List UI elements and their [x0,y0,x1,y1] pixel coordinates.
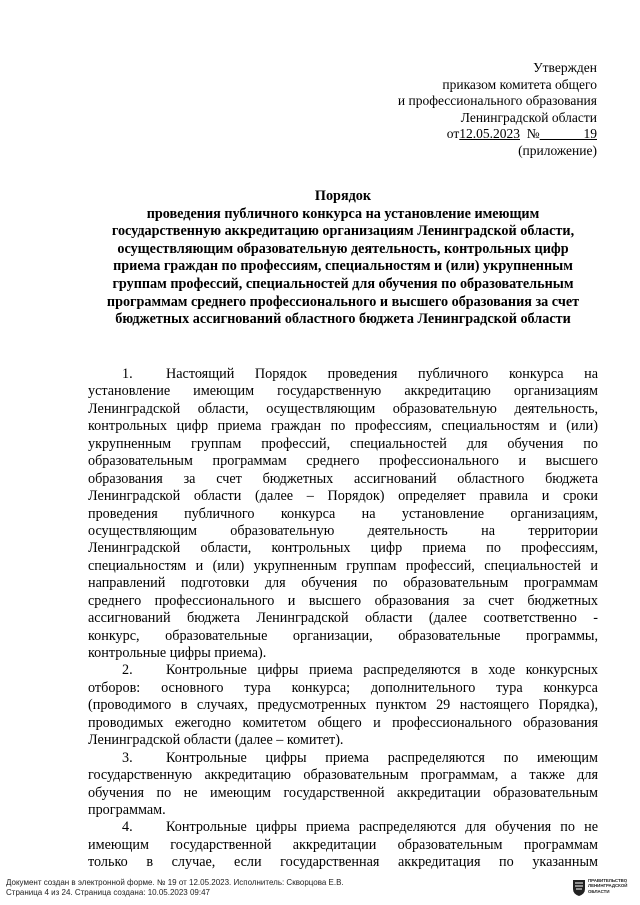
order-date: 12.05.2023 [459,126,520,141]
title-line: бюджетных ассигнований областного бюджета Ленинградской области [115,311,571,328]
title-line: Порядок [314,188,372,204]
title-line: группам профессий, специальностей для обучения по образовательным [112,275,574,292]
title-line: государственную аккредитацию организациям Ленинградской области, [111,223,575,240]
paragraph-line: только в случае, если государственная аккредитация по указанным [88,854,598,871]
logo-text: ПРАВИТЕЛЬСТВО ЛЕНИНГРАДСКОЙ ОБЛАСТИ [588,878,628,894]
paragraph-line: осуществляющим образовательную деятельность на территории [88,522,598,539]
paragraph-line: Ленинградской области, осуществляющим образовательную деятельность, [88,400,598,417]
government-logo [572,876,636,900]
paragraph-number: 1. [122,366,133,382]
order-prefix: от [446,126,460,141]
paragraph-line: образовательным программам среднего профессионального и высшего [88,453,598,470]
paragraph-line: направлений подготовки для обучения по образовательным программам [88,575,598,592]
footer-line: Страница 4 из 24. Страница создана: 10.05.2023 09:47 [6,888,210,897]
paragraph-line: специальностям и (или) укрупненным группам профессий, специальностей и [88,557,598,574]
approval-line: и профессионального образования [397,93,597,108]
title-line: программам среднего профессионального и высшего образования за счет [106,293,580,310]
paragraph-line: проведения публичного конкурса на установление организациям, [88,505,598,522]
paragraph-line: (проводимого в случаях, предусмотренных пунктом 29 настоящего Порядка), [88,697,598,714]
footer-line: Документ создан в электронной форме. № 19 от 12.05.2023. Исполнитель: Скворцова Е.В. [6,878,344,887]
paragraph-line: конкурс, образовательные организации, образовательные программы, [88,627,598,644]
approval-order-line [380,126,597,143]
paragraph-line: контрольных цифр приема граждан по профессиям, специальностям и (или) [88,418,598,435]
approval-line: (приложение) [518,142,597,158]
paragraph-line: Ленинградской области (далее – Порядок) определяет правила и сроки [88,488,598,505]
paragraph-4-first-line: 4. Контрольные цифры приема распределяются для обучения по не [122,819,598,836]
paragraph-line: среднего профессионального и высшего образования за счет бюджетных [88,592,598,609]
approval-line: приказом комитета общего [442,76,597,92]
paragraph-number: 4. [122,819,133,836]
document-body [88,366,598,872]
paragraph-line: отборов: основного тура конкурса; дополнительного тура конкурса [88,679,598,696]
paragraph-line: обучения по не имеющим государственной аккредитации образовательным [88,784,598,801]
title-line: приема граждан по профессиям, специальностям и (или) укрупненным [113,258,573,275]
paragraph-line: Ленинградской области, контрольных цифр приема по профессиям, [88,540,598,557]
paragraph-number: 3. [122,749,133,766]
approval-line: Ленинградской области [460,109,597,125]
approval-line: Утвержден [533,60,597,75]
coat-of-arms-icon [572,879,586,897]
order-number-field [540,126,597,141]
paragraph-line: программам. [88,801,166,818]
title-line: проведения публичного конкурса на установление имеющим [146,205,540,222]
paragraph-line: имеющим государственной аккредитации образовательным программам [88,836,598,853]
paragraph-line: контрольные цифры приема). [88,645,267,661]
title-line: осуществляющим образовательную деятельность, контрольных цифр [117,240,569,257]
paragraph-1-first-line: 1. Настоящий Порядок проведения публичного конкурса на [122,366,598,382]
paragraph-line: государственную аккредитацию образовательным программам, а также для [88,767,598,784]
paragraph-line: проводимых ежегодно комитетом общего и профессионального образования [88,714,598,731]
paragraph-2-first-line: 2. Контрольные цифры приема распределяются в ходе конкурсных [122,662,598,679]
paragraph-line: Ленинградской области (далее – комитет). [88,732,344,749]
electronic-document-footer [6,878,406,898]
paragraph-line: ассигнований бюджета Ленинградской области (далее соответственно - [88,610,598,627]
paragraph-line: установление имеющим государственную аккредитацию организациям [88,383,598,400]
paragraph-line: укрупненным группам профессий, специальностей для обучения по [88,435,598,452]
order-number: 19 [583,126,597,141]
order-number-sign: № [526,126,540,141]
document-title [88,188,598,329]
paragraph-line: образования за счет бюджетных ассигнований областного бюджета [88,470,598,487]
paragraph-number: 2. [122,662,133,679]
paragraph-3-first-line: 3. Контрольные цифры приема распределяются по имеющим [122,749,598,766]
approval-block [380,60,597,159]
